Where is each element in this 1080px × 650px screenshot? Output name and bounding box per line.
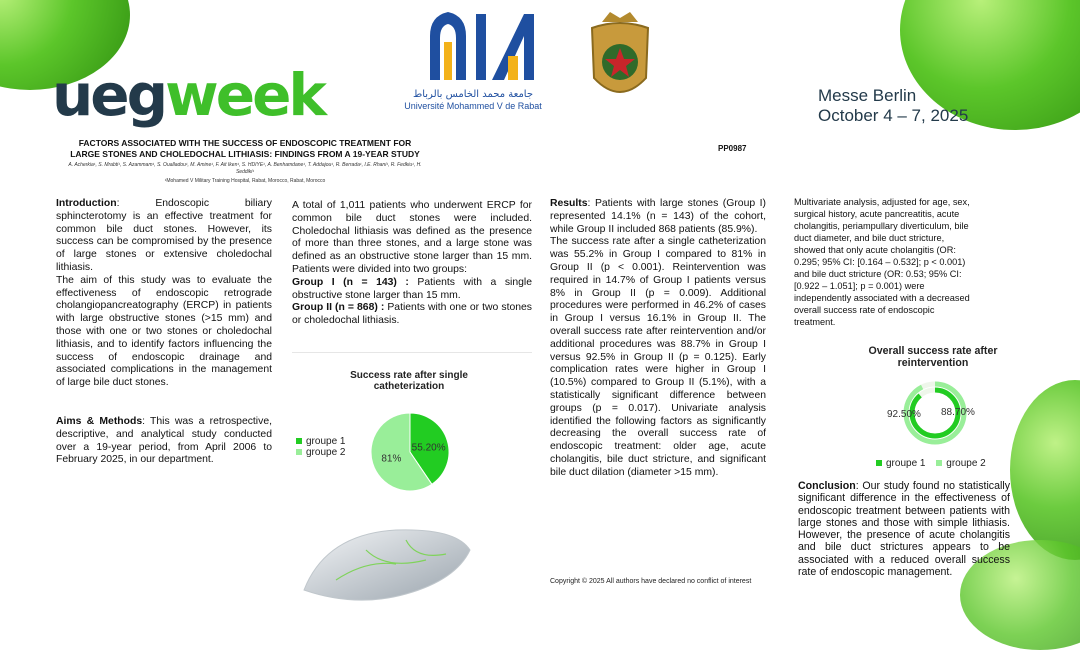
legend-swatch	[296, 438, 302, 444]
military-crest-icon	[580, 8, 660, 108]
university-arabic-name: جامعة محمد الخامس بالرباط	[412, 89, 534, 100]
chart1-legend-item-2	[296, 447, 345, 458]
results-label: Results	[550, 198, 588, 209]
chart1-legend-label-1: groupe 1	[306, 436, 346, 447]
chart2-legend	[876, 458, 986, 469]
methods-text: : This was a retrospective, descriptive, and analytical study conducted over a 19-year period, from April 2006 to February 2025, in our department.	[56, 415, 272, 466]
legend-swatch	[936, 460, 942, 466]
column2-divider	[292, 352, 532, 353]
group2-definition	[292, 302, 532, 328]
group1-label: Group I (n = 143) :	[292, 276, 409, 288]
conclusion-paragraph	[798, 480, 1010, 578]
legend-swatch	[296, 449, 302, 455]
chart1-legend	[296, 436, 345, 458]
column-multivariate	[794, 196, 974, 328]
conclusion-text: : Our study found no statistically significant difference in the effectiveness of endoscopic treatment between patients with large stones and those with simple lithiasis. However, the presence of acute cholangitis and bile duct strictures appears to be associated with a reduced overall success rate of endoscopic management.	[798, 480, 1010, 579]
conclusion-label: Conclusion	[798, 480, 856, 492]
column-methods	[292, 200, 532, 328]
methods-detail-paragraph: A total of 1,011 patients who underwent ERCP for common bile duct stones were included. Choledochal lithiasis was defined as the presence of more than three stones, and a large stone was defined as an obstructive stone larger than 15 mm. Patients were divided into two groups:	[292, 200, 532, 275]
results-paragraph	[550, 198, 766, 236]
affiliation: ¹Mohamed V Military Training Hospital, Rabat, Morocco, Rabat, Morocco	[164, 178, 326, 184]
decorative-blob-right	[1010, 380, 1080, 560]
results-text: : Patients with large stones (Group I) represented 14.1% (n = 143) of the cohort, while Group II included 868 patients (85.9%).	[550, 198, 766, 235]
chart2-legend-label-2: groupe 2	[946, 458, 986, 469]
aim-paragraph: The aim of this study was to evaluate the effectiveness of endoscopic retrograde cholangiopancreatography (ERCP) in patients with large obstructive stones (>15 mm) and those with one or two stones or choledochal lithiasis, and to identify factors influencing the success of endoscopic drainage and associated complications in the management of large bile duct stones.	[56, 274, 272, 389]
group1-text: Patients with a single obstructive stone larger than 15 mm.	[292, 276, 532, 301]
chart2-legend-item-2	[936, 458, 985, 469]
university-logo	[398, 6, 548, 110]
copyright-notice: Copyright © 2025 All authors have declared no conflict of interest	[550, 578, 752, 585]
chart1-legend-item-1	[296, 436, 345, 447]
chart2-title: Overall success rate after reintervention	[868, 345, 998, 369]
introduction-paragraph	[56, 198, 272, 275]
event-city: Messe Berlin	[818, 86, 917, 105]
ueg-week-logo: uegweek	[52, 61, 324, 129]
column-conclusion	[798, 480, 1010, 578]
methods-label: Aims & Methods	[56, 415, 143, 427]
pie-data-label-2: 81%	[381, 453, 402, 465]
liver-illustration	[296, 520, 476, 608]
event-dates: October 4 – 7, 2025	[818, 106, 969, 125]
introduction-text: : Endoscopic biliary sphincterotomy is an effective treatment for common bile duct stones. However, its success can be compromised by the presence of large stones or extensive choledochal lithiasis.	[56, 198, 272, 273]
chart1-legend-label-2: groupe 2	[306, 447, 346, 458]
poster-title-line1: FACTORS ASSOCIATED WITH THE SUCCESS OF ENDOSCOPIC TREATMENT FOR	[78, 138, 412, 148]
column-results	[550, 198, 766, 480]
chart2-legend-label-1: groupe 1	[886, 458, 926, 469]
poster-title	[60, 138, 430, 160]
group2-label: Group II (n = 868) :	[292, 302, 385, 314]
university-emblem-icon	[398, 6, 548, 84]
results-body: The success rate after a single catheterization was 55.2% in Group I compared to 81% in Group II (p < 0.001). Reintervention was required in 14.7% of Group I patients versus 8% in Group II (p = 0.009). Additional procedures were performed in 46.2% of cases in Group I versus 16.1% in Group II. The overall success rate after reintervention and/or additional procedures was 88.7% in Group I versus 92.5% in Group II (p = 0.125). Early complication rates were higher in Group I (10.5%) compared to Group II (5.1%), with a statistically significant difference between groups (p = 0.017). Univariate analysis identified the following factors as significantly decreasing the overall success rate of endoscopic treatment: older age, acute cholangitis, bile duct stricture, and significant bile duct dilation (diameter >15 mm).	[550, 236, 766, 478]
methods-paragraph	[56, 416, 272, 467]
event-info	[818, 86, 968, 126]
pie-data-label-1: 55.20%	[411, 442, 446, 454]
group2-text: Patients with one or two stones or choledochal lithiasis.	[292, 302, 533, 327]
university-name: Université Mohammed V de Rabat	[404, 101, 542, 111]
column-introduction	[56, 198, 272, 467]
group1-definition	[292, 277, 532, 303]
chart2-label-group1: 88.70%	[941, 407, 975, 418]
chart2-legend-item-1	[876, 458, 925, 469]
legend-swatch	[876, 460, 882, 466]
poster-code: PP0987	[718, 144, 747, 153]
author-list: A. Acherkia¹, S. Mrabti¹, S. Azammam¹, S. Oualladou¹, M. Amine¹, F. Ait Iken¹, S. HDIYE¹, A. Benhamdane¹, T. Addajou¹, R. Berrada¹, I.E. Rhani¹, R. Fedkiu¹, H. Seddiki¹	[68, 162, 422, 175]
multivariate-paragraph: Multivariate analysis, adjusted for age, sex, surgical history, acute pancreatitis, acute cholangitis, periampullary diverticulum, bile duct diameter, and bile duct stricture, showed that only acute cholangitis (OR: 0.295; 95% CI: [0.164 – 0.532]; p < 0.001) and bile duct stricture (OR: 0.53; 95% CI: [0.922 – 1.051]; p = 0.001) were independently associated with a decreased overall success rate of endoscopic treatment.	[794, 197, 970, 327]
chart1-title: Success rate after single catheterization	[350, 370, 468, 392]
chart2-label-group2: 92.50%	[887, 409, 921, 420]
introduction-label: Introduction	[56, 198, 117, 209]
military-emblem	[580, 8, 660, 108]
poster-title-line2: LARGE STONES AND CHOLEDOCHAL LITHIASIS: FINDINGS FROM A 19-YEAR STUDY	[70, 149, 420, 159]
chart1-pie	[360, 402, 460, 502]
